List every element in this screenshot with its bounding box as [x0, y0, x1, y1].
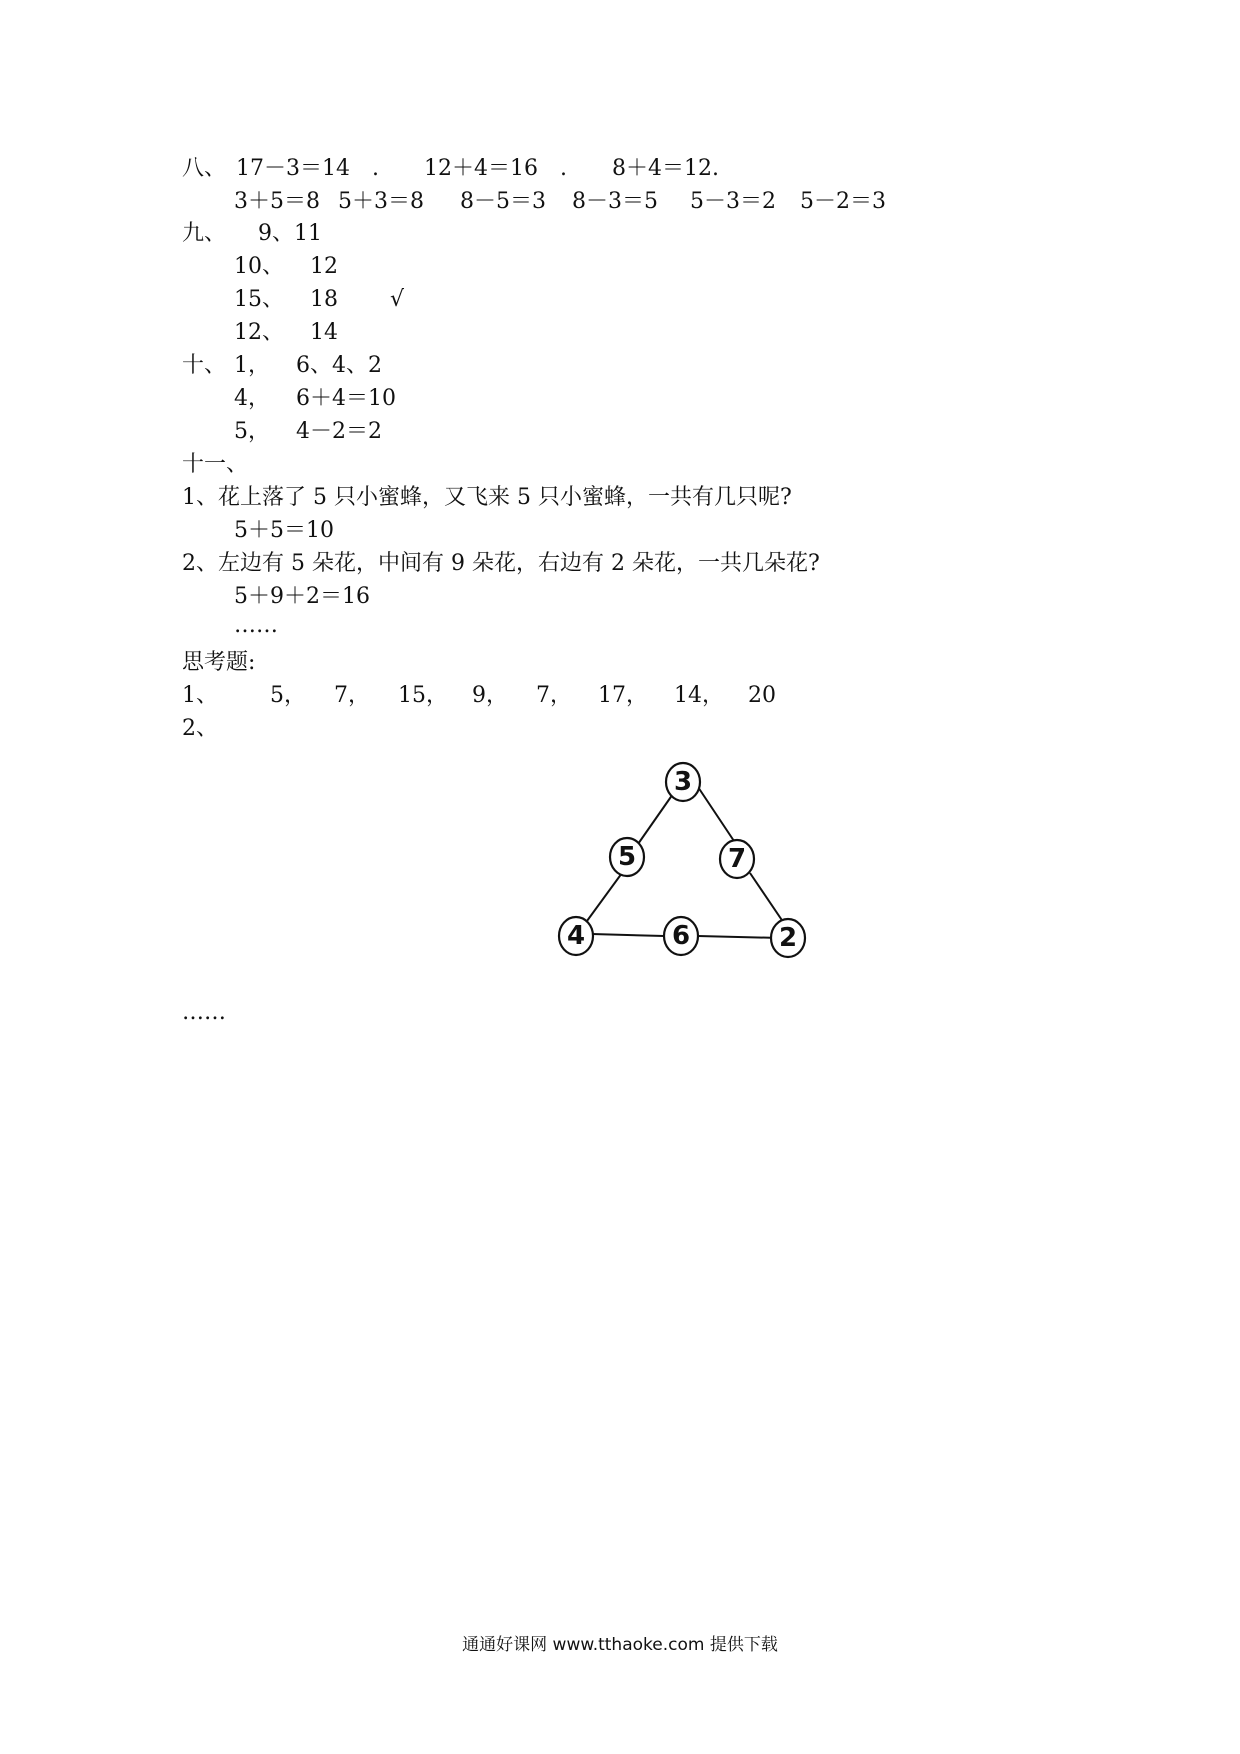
- section-9-row-b: 18: [310, 287, 338, 312]
- section-11-answer-1: 5＋5＝10: [234, 518, 334, 543]
- section-9-row-b: 14: [310, 320, 338, 345]
- section-8-row2-eq: 8－3＝5: [572, 189, 658, 214]
- section-8-row2-eq: 5－2＝3: [800, 189, 886, 214]
- section-8-dot-1: .: [372, 156, 379, 181]
- section-8-equation-1: 17－3＝14: [236, 156, 350, 181]
- triangle-node-bottom-left: 4: [566, 921, 586, 951]
- thinking-label: 思考题:: [182, 650, 256, 675]
- thinking-q1-value: 17，: [598, 683, 648, 708]
- page-footer: 通通好课网 www.tthaoke.com 提供下载: [462, 1635, 778, 1655]
- section-8-equation-3: 8＋4＝12.: [612, 156, 719, 181]
- thinking-q1-value: 9，: [472, 683, 508, 708]
- section-11-question-1: 1、花上落了 5 只小蜜蜂，又飞来 5 只小蜜蜂，一共有几只呢?: [182, 485, 792, 510]
- section-9-row-a: 9、: [258, 221, 294, 246]
- section-9-label: 九、: [182, 221, 227, 246]
- section-8-label: 八、: [182, 156, 227, 181]
- thinking-q1-label: 1、: [182, 683, 218, 708]
- thinking-q2-label: 2、: [182, 716, 218, 741]
- section-8-row2-eq: 8－5＝3: [460, 189, 546, 214]
- section-11-question-2: 2、左边有 5 朵花，中间有 9 朵花，右边有 2 朵花，一共几朵花?: [182, 551, 820, 576]
- section-10-row-b: 4－2＝2: [296, 419, 382, 444]
- number-triangle-diagram: [540, 748, 840, 978]
- section-8-row2-eq: 5－3＝2: [690, 189, 776, 214]
- section-10-row-b: 6＋4＝10: [296, 386, 396, 411]
- section-10-label: 十、: [182, 353, 227, 378]
- section-10-row-a: 5，: [234, 419, 270, 444]
- thinking-q1-value: 15，: [398, 683, 448, 708]
- section-9-row-b: 11: [294, 221, 322, 246]
- section-10-row-a: 1，: [234, 353, 270, 378]
- section-10-row-a: 4，: [234, 386, 270, 411]
- thinking-q1-value: 7，: [334, 683, 370, 708]
- triangle-node-left-mid: 5: [617, 842, 637, 872]
- thinking-ellipsis: ……: [182, 1000, 226, 1025]
- thinking-q1-value: 20: [748, 683, 776, 708]
- thinking-q1-value: 14，: [674, 683, 724, 708]
- section-8-equation-2: 12＋4＝16: [424, 156, 538, 181]
- section-9-row-a: 12、: [234, 320, 284, 345]
- section-10-row-b: 6、4、2: [296, 353, 382, 378]
- check-mark: √: [390, 287, 405, 312]
- triangle-node-bottom-right: 2: [778, 923, 798, 953]
- thinking-q1-value: 5，: [270, 683, 306, 708]
- thinking-q1-value: 7，: [536, 683, 572, 708]
- section-8-dot-2: .: [560, 156, 567, 181]
- section-11-answer-2: 5＋9＋2＝16: [234, 584, 370, 609]
- section-8-row2-eq: 5＋3＝8: [338, 189, 424, 214]
- section-9-row-b: 12: [310, 254, 338, 279]
- section-11-label: 十一、: [182, 452, 249, 477]
- triangle-node-right-mid: 7: [727, 844, 747, 874]
- section-11-ellipsis: ……: [234, 613, 278, 638]
- section-9-row-a: 10、: [234, 254, 284, 279]
- section-8-row2-eq: 3＋5＝8: [234, 189, 320, 214]
- section-9-row-a: 15、: [234, 287, 284, 312]
- triangle-node-bottom-mid: 6: [671, 921, 691, 951]
- triangle-node-top: 3: [673, 767, 693, 797]
